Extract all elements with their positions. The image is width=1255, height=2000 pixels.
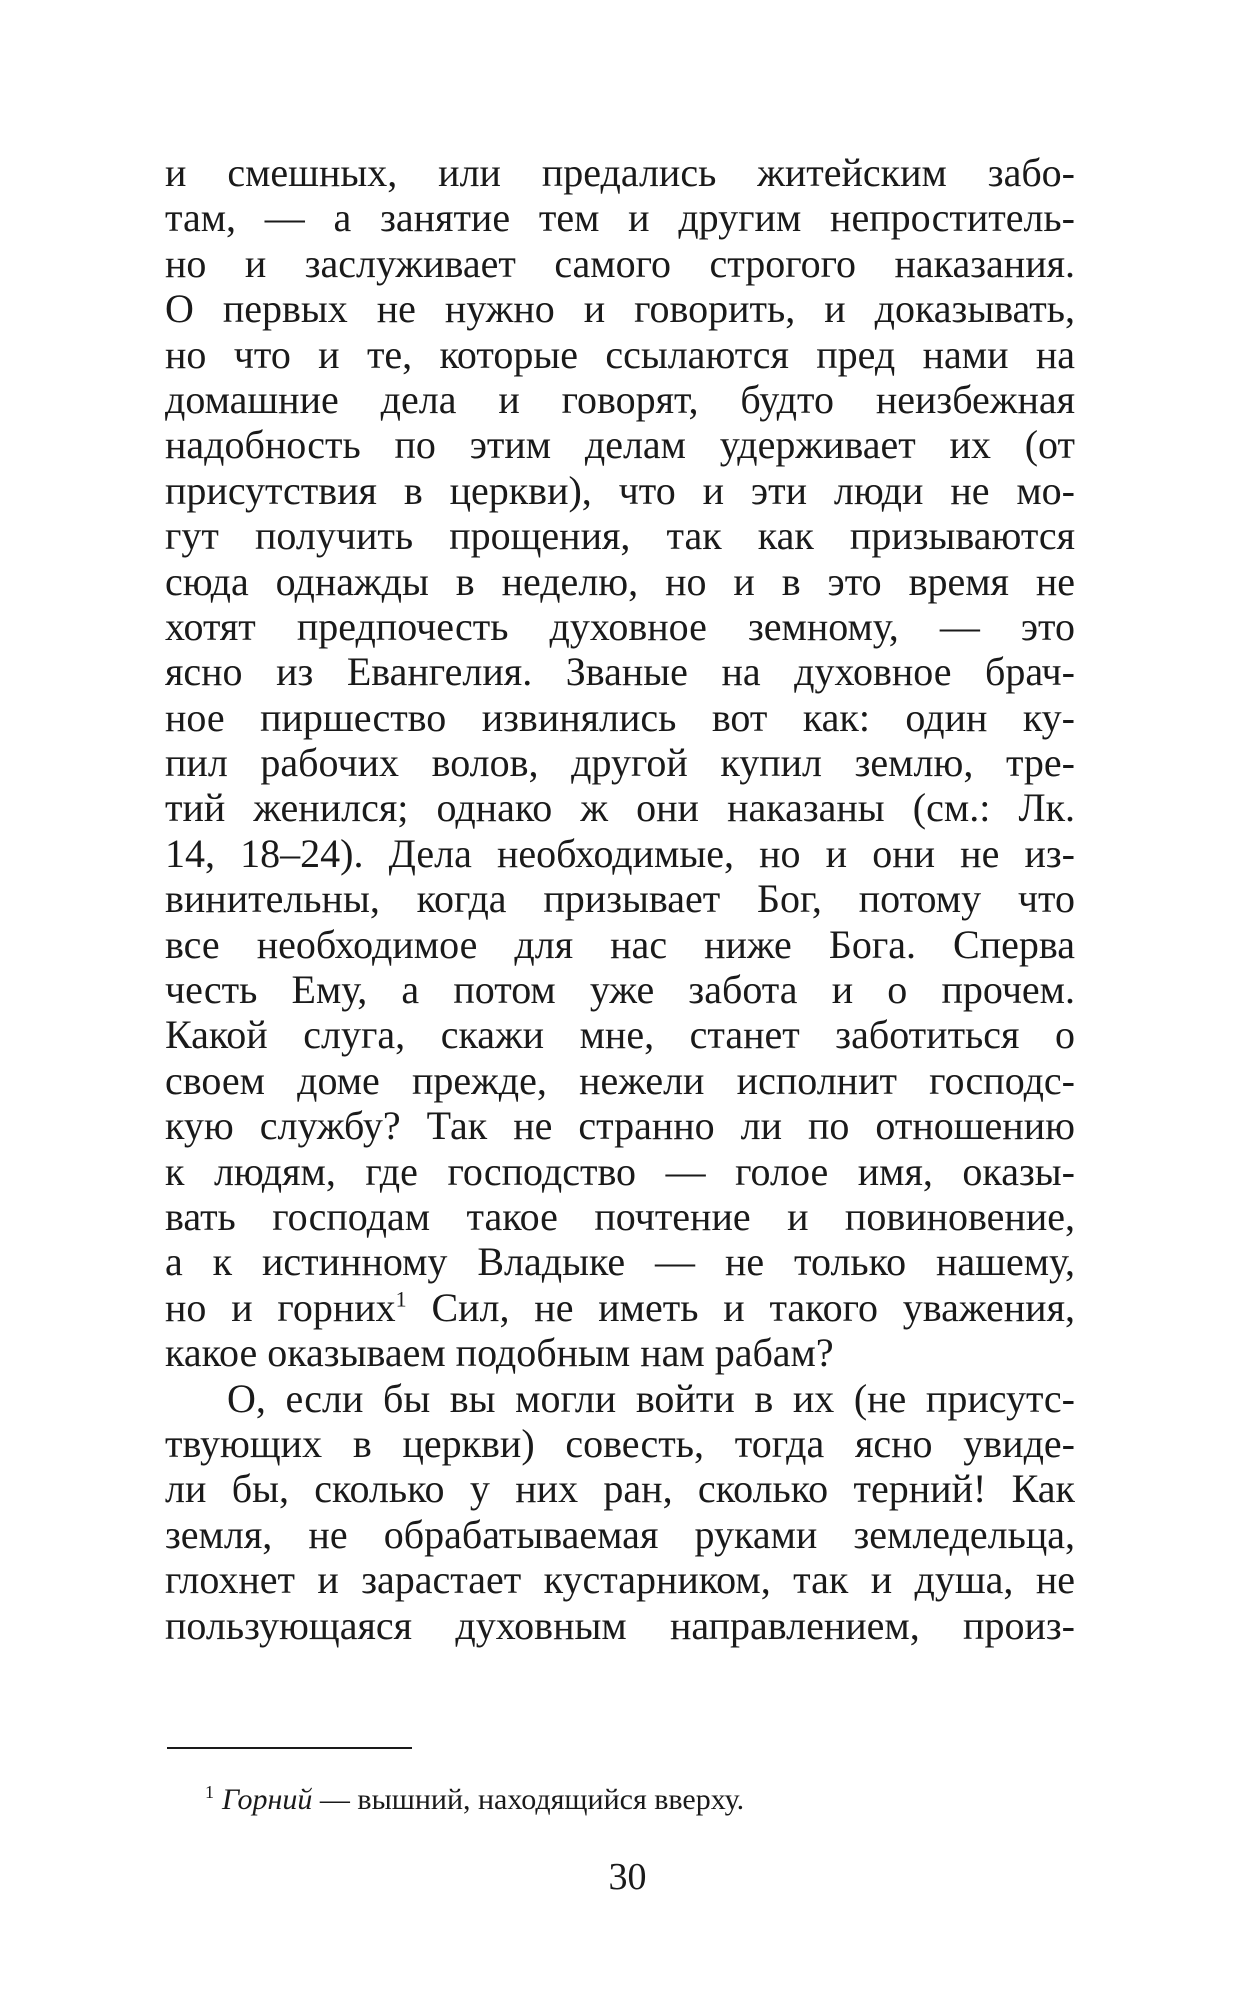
text-line: там, — а занятие тем и другим непроститель-	[165, 195, 1075, 241]
text-line: и смешных, или предались житейским забо-	[165, 150, 1075, 195]
text-segment: Сил, не иметь и такого уважения,	[406, 1284, 1075, 1330]
text-line: надобность по этим делам удерживает их (от	[165, 422, 1075, 468]
text-line: сюда однажды в неделю, но и в это время не	[165, 558, 1075, 604]
text-line-with-footnote-ref	[165, 1285, 1075, 1330]
text-line: присутствия в церкви), что и эти люди не мо-	[165, 467, 1075, 513]
text-line: честь Ему, а потом уже забота и о прочем.	[165, 967, 1075, 1013]
text-line: земля, не обрабатываемая руками земледельца,	[165, 1511, 1075, 1557]
text-line: ясно из Евангелия. Званые на духовное брач-	[165, 649, 1075, 695]
footnote-mark: 1	[205, 1782, 214, 1802]
text-line: но что и те, которые ссылаются пред нами на	[165, 331, 1075, 377]
text-line: глохнет и зарастает кустарником, так и душа, не	[165, 1557, 1075, 1603]
text-line: а к истинному Владыке — не только нашему,	[165, 1239, 1075, 1285]
text-line: ное пиршество извинялись вот как: один ку-	[165, 694, 1075, 740]
text-segment: но и горних	[165, 1284, 396, 1330]
text-line: кую службу? Так не странно ли по отношению	[165, 1103, 1075, 1149]
text-line: винительны, когда призывает Бог, потому что	[165, 876, 1075, 922]
text-line: пил рабочих волов, другой купил землю, тре-	[165, 740, 1075, 786]
text-line: 14, 18–24). Дела необходимые, но и они не из-	[165, 830, 1075, 876]
text-line: домашние дела и говорят, будто неизбежная	[165, 376, 1075, 422]
text-line: твующих в церкви) совесть, тогда ясно увиде-	[165, 1420, 1075, 1466]
text-line: своем доме прежде, нежели исполнит господс-	[165, 1057, 1075, 1103]
text-line: тий женился; однако ж они наказаны (см.: Лк.	[165, 785, 1075, 831]
footnote-term: Горний	[222, 1783, 313, 1816]
text-line: какое оказываем подобным нам рабам?	[165, 1330, 834, 1376]
text-line: ли бы, сколько у них ран, сколько терний! Как	[165, 1466, 1075, 1512]
text-line: гут получить прощения, так как призываются	[165, 513, 1075, 559]
text-line: к людям, где господство — голое имя, оказы-	[165, 1148, 1075, 1194]
text-line: но и заслуживает самого строгого наказания.	[165, 240, 1075, 286]
footnote	[205, 1780, 744, 1820]
page-number: 30	[608, 1856, 647, 1898]
footnote-divider	[167, 1747, 412, 1749]
text-line: Какой слуга, скажи мне, станет заботиться о	[165, 1012, 1075, 1058]
text-line: хотят предпочесть духовное земному, — это	[165, 603, 1075, 649]
text-line: вать господам такое почтение и повиновение,	[165, 1193, 1075, 1239]
text-line: пользующаяся духовным направлением, произ-	[165, 1602, 1075, 1648]
footnote-definition: — вышний, находящийся вверху.	[312, 1783, 745, 1816]
text-line: О первых не нужно и говорить, и доказывать,	[165, 286, 1075, 332]
text-line: все необходимое для нас ниже Бога. Сперва	[165, 921, 1075, 967]
paragraph-first-line: О, если бы вы могли войти в их (не присутс-	[227, 1375, 1075, 1421]
main-text	[165, 150, 1075, 1648]
footnote-reference[interactable]: 1	[395, 1286, 407, 1312]
